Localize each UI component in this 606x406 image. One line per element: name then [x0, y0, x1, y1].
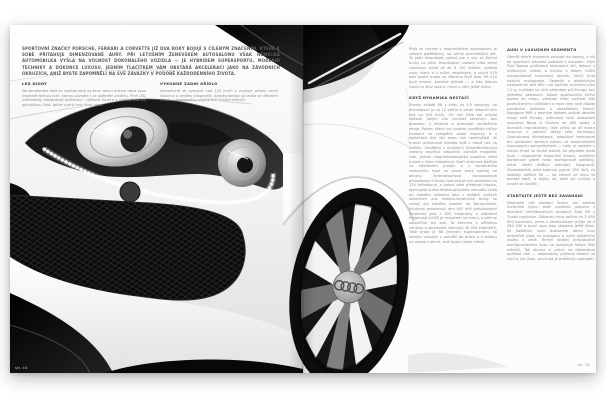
grille-badge [120, 182, 140, 202]
column-body-led: Na devatenáct diod se nejlépe dívá za šera: denní svícení dává vozu nezaměnitelnou tvář, kterou poznáte i ve zpětném zrcátku. Plné LED světlomety obstarávají potkávací i dálkové funkce a nemají jedinou pohyblivou část, takže vydrží celý život vozu. [22, 88, 146, 108]
left-page-number: str. 44 [15, 366, 28, 370]
rp-col2-heading-1: AUDI V LUXUSNÍM SEGMENTU [507, 47, 577, 52]
column-heading-led: LED DIODY [22, 81, 48, 87]
right-page-column-2 [507, 47, 595, 268]
rp-col1-paragraph-2: Stovku zvládá R8 z klidu za 3,9 sekundy, na dvoustovce je za 12 vteřin a zátah nekončí dřív než na 316 km/h. Víc než čísla ale působí způsob, jakým vůz rychlost servíruje: bez dramatu, s lehkostí a přesností obráběcího stroje. Pohon všech kol quattro rozděluje točivý moment ve prospěch zadní nápravy a v zatáčkách drží vůz stopu tak neochvějně, že hranici přilnavosti hledáte spíš v hlavě než na asfaltu. Zavěšení s dvojitými lichoběžníkovými rameny doplňují adaptivní tlumiče magnetic ride, jejichž magnetoreologická kapalina mění tuhost v řádu milisekund. Stačí stisknout tlačítko na středovém panelu a z komfortního cestovního kupé se stane ostrý nástroj na okruhy. Sedmistupňová dvouspojková převodovka S tronic řadí pod plným zatížením za 120 milisekund, a pokud dáte přednost klasice, open-gate kulisa šestistupňového manuálu cinká při každém zařazení jako v dobách velkých závodních aut. Karbon-keramické brzdy se nebojí ani ostrého svezení na Nordschleife, hliníkový prostorový rám ASF drží pohotovostní hmotnost pod 1 625 kilogramy a rozložení hmotnosti 44:56 je receptem na trakci, o jaké se soupeřům jen zdá. To všechno s pětiletou zárukou a servisními intervaly 30 000 kilometrů. Také proto je R8 jediným supersportem, se kterým vyrazíte v pondělí do práce a v sobotu na závodní okruh, aniž byste cokoli měnili. [409, 103, 497, 244]
left-column-led [22, 81, 146, 107]
column-body-wing: Samočinně se vysouvá nad 120 km/h a zvyšuje přítlak zadní nápravy o desítky kilogramů. Aerodynamika se ladila ve větrném tunelu v Ingolstadtu nepřetržitě čtrnáct měsíců. [160, 88, 278, 103]
right-page-column-1 [409, 47, 497, 250]
column-heading-wing: VÝKONNÉ ZADNÍ KŘÍDLO [160, 81, 218, 87]
left-page-text-block [22, 46, 280, 108]
intro-paragraph: SPORTOVNÍ ZNAČKY PORSCHE, FERRARI A CORVETTE JIŽ DVA ROKY BOJUJÍ S CÍLENÝM ZNAČENÍM, KTERÉ K SOBĚ PŘITAHUJE DIMENZOVANÉ AURY. PŘI LETOŠNÍM ŽENEVSKÉM AUTOSALONU VŠAK NĚMECKÁ AUTOMOBILKA VYŠLA NA VOLNOST DOKONALÉHO VOZIDLA — JE HYBRIDEM SUPERSPORTU, MODERNÍ TECHNIKY A DOKONCE LUXUSU. JEDNÍM TLAČÍTKEM VÁM OBSTARÁ AKCELERACI JAKO NA ZÁVODNÍCH OKRUZÍCH, ANIŽ BYSTE ZAPOMNĚLI NA SVÉ ZÁVAZKY V PODOBĚ KAŽDODENNÍHO ŽIVOTA. [22, 46, 280, 76]
rp-col1-paragraph-1: Řídit se nechat v dvoumístném supersportu je celkem potěšitelný, ba přímo povznášející akt. To platí dvojnásob, pokud jde o vůz se čtyřmi kruhy na přídi. Desetiválec uložený před zadní nápravou zpívá až do 8 700 otáček, vydává zvuk, který si s ničím nespletete, a svých 525 koní posílá trvale na všechna čtyři kola. R8 V10 budí emoce, kamkoli přijede — a kdo jednou usedl za jeho volant, mluví o něm ještě týdny. [409, 47, 497, 89]
left-column-wing [160, 81, 278, 107]
projector-lens-secondary [218, 139, 266, 187]
page-fold [289, 25, 315, 373]
right-page-number: str. 45 [577, 363, 590, 367]
magazine-spread [10, 25, 596, 373]
rp-col1-heading: KDYŽ DYNAMIKA NESTAČÍ [409, 95, 469, 101]
rp-col2-paragraph-1: Otevřít dveře znamená vstoupit do kabiny, v níž se sportovní strohost potkává s luxusem: kůže Fine Nappa prošívaná kontrastní nití, dekory z uhlíkových vláken a hliníku a kolem řidiče monopostově tvarovaný oblouk, který Audi nazývá monoposto. Sedadla s elektrickým nastavením drží tělo i při bočním zrychlení přes 1,2 g, a přesto na nich přejedete půl Evropy bez jediného zastavení. Volant sportovního střihu padne do rukou, přístroje hlásí rychlost bíle podsvícenými ručičkami a mezi nimi sedí displej palubního počítače s ukazatelem řazení. Navigace MMI s pevným diskem zvládá detailní mapy celé Evropy, prémiový zvuk obstarává souprava Bang & Olufsen se 465 watty a dvanácti reproduktory, jejíž výšky se při startu vysunou z palubní desky jako periskopy. Dvouzónová klimatizace, adaptivní tempomat ani parkovací kamera nejsou ve dvoumístném supersportu samozřejmostí — tady je najdete v ceníku hned na druhé straně. Za příplatek dodá Audi i celokožené čalounění stropu, rozšířený karbonový paket nebo skořepinové sedačky, které ušetří dalších osmnáct kilogramů. Zavazadelník před kabinou pojme 100 litrů, za sedadly dalších 90 — na víkend ve dvou to bohatě stačí. A kdyby ne, stačí jet rychleji a vracet se častěji. [507, 55, 595, 186]
left-page-columns [22, 81, 280, 107]
rp-col2-heading-2: STARTUJTE JEŠTĚ BEZ ZAVÁHÁNÍ [507, 192, 583, 198]
rp-col2-paragraph-2: Nemusíte mít závodní licenci ani zázemí továrního týmu: stačí navštívit jednoho z dvanácti certifikovaných prodejců Audi R8 v České republice. Základní cena začíná na 3 590 000 korunách, verze s desetiválcem přijde na 4 280 000 a první vozy jsou skladem ještě letos. Ke každému vozu dostanete denní kurz bezpečné jízdy na polygonu a roční asistenční služby v ceně. Termín dodání individuálně konfigurovaného kusu se pohybuje kolem čtyř měsíců. Tak dlouho si přece na dokonalost počkáte rádi — objednávky přijímají dealeři už nyní a, jak jinak, první rok je prakticky vyprodán. [507, 200, 595, 262]
